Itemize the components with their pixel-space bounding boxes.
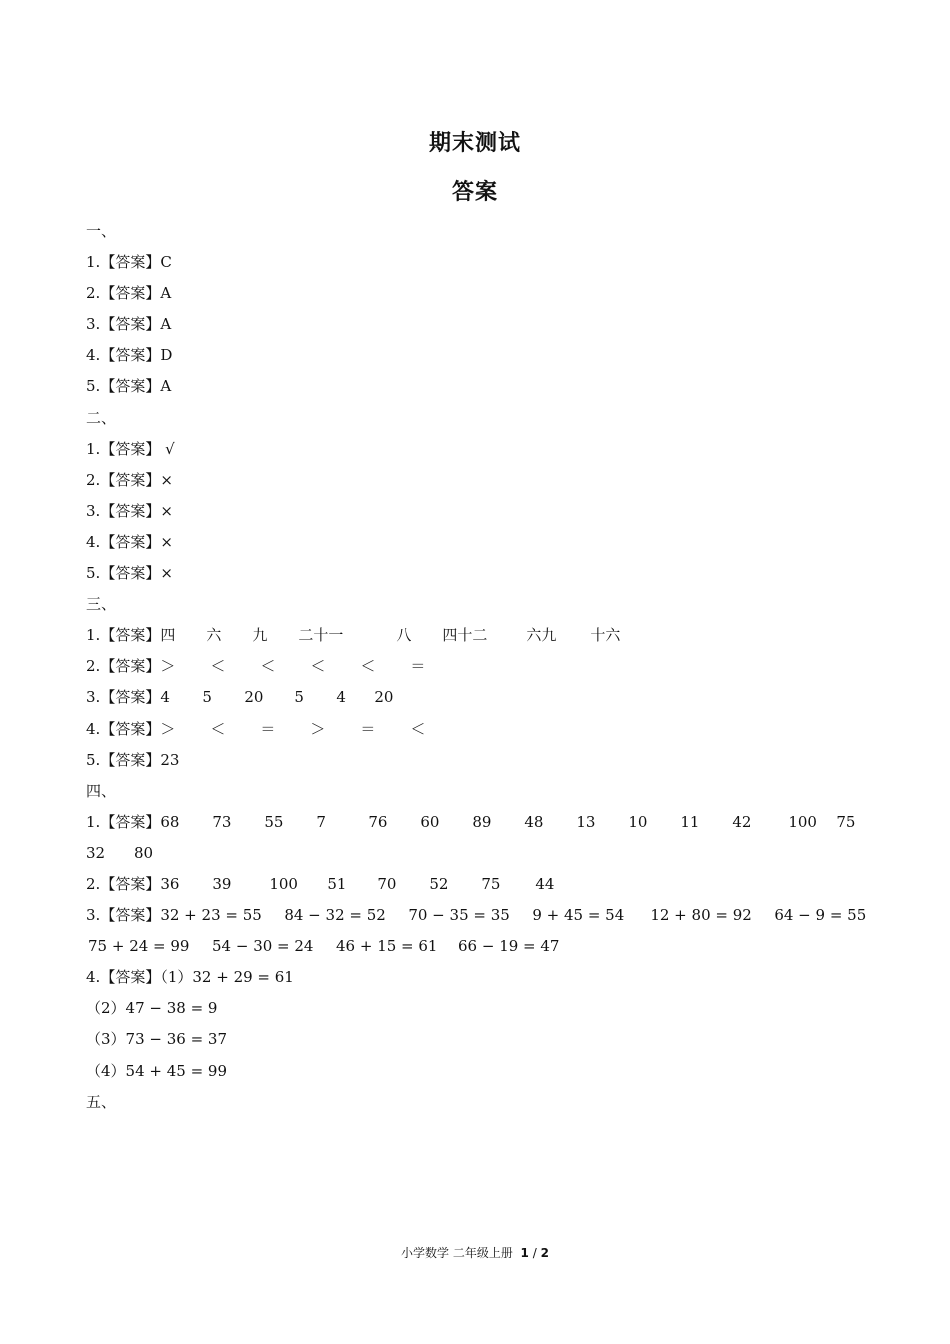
answer-cell: 5 <box>202 688 212 707</box>
answer-label: 【答案】 <box>100 688 161 707</box>
answer-equation: 32 + 29 = 61 <box>192 968 294 987</box>
answer-value: × <box>160 501 173 520</box>
answer-cell: 73 <box>212 812 232 831</box>
answer-cell: ＜ <box>410 719 426 738</box>
answer-cell: 7 <box>316 812 326 831</box>
answer-value: × <box>160 532 173 551</box>
page-subtitle: 答案 <box>451 180 498 205</box>
answer-value: 23 <box>160 750 180 769</box>
answer-line-sub <box>86 1024 886 1055</box>
answer-cell: 100 <box>788 812 817 831</box>
answer-value: A <box>160 284 172 303</box>
answer-cell: 75 <box>481 874 501 893</box>
answer-cell: 75 <box>836 812 856 831</box>
answer-line <box>86 682 886 713</box>
answer-line <box>86 620 886 651</box>
answer-cell: 20 <box>374 688 394 707</box>
answer-line <box>86 309 886 340</box>
answer-cell: 4 <box>336 688 346 707</box>
answer-label: 【答案】 <box>100 657 161 676</box>
answer-label: 【答案】 <box>100 750 161 769</box>
answer-label: 【答案】 <box>100 377 161 396</box>
answer-cell: 十六 <box>590 626 621 645</box>
answer-equation: 75 + 24 = 99 <box>88 937 190 956</box>
section-heading-3: 三、 <box>86 595 117 614</box>
answer-cell: ＜ <box>210 657 226 676</box>
answer-line <box>86 247 886 278</box>
question-number: 1. <box>86 812 101 831</box>
answer-cell: ＝ <box>410 657 426 676</box>
question-number: 4. <box>86 719 101 738</box>
answer-value: × <box>160 470 173 489</box>
answer-cell: 51 <box>327 874 347 893</box>
answer-cell: 13 <box>576 812 596 831</box>
question-number: 5. <box>86 564 101 583</box>
answer-cell: 二十一 <box>298 626 344 645</box>
answer-line <box>86 340 886 371</box>
answer-equation: 64 − 9 = 55 <box>774 906 867 925</box>
answer-label: 【答案】 <box>100 719 161 738</box>
answer-label: 【答案】 <box>100 564 161 583</box>
question-number: 3. <box>86 906 101 925</box>
answer-cell: 44 <box>535 874 555 893</box>
sub-question-tag: （3） <box>86 1030 126 1049</box>
answer-label: 【答案】 <box>100 284 161 303</box>
answer-value: D <box>160 346 173 365</box>
answer-cell: 四 <box>160 626 176 645</box>
section-heading-1: 一、 <box>86 222 117 240</box>
question-number: 4. <box>86 346 101 365</box>
answer-label: 【答案】 <box>100 501 161 520</box>
answer-line <box>86 527 886 558</box>
answer-equation: 9 + 45 = 54 <box>532 906 625 925</box>
answer-content <box>86 216 886 1118</box>
answer-label: 【答案】 <box>100 315 161 334</box>
answer-cell: 36 <box>160 874 180 893</box>
answer-equation: 32 + 23 = 55 <box>160 906 262 925</box>
answer-cell: 六 <box>206 626 222 645</box>
answer-equation: 47 − 38 = 9 <box>125 999 218 1018</box>
answer-value: √ <box>160 439 175 458</box>
section-heading-4: 四、 <box>86 781 117 800</box>
answer-value: A <box>160 377 172 396</box>
answer-cell: 4 <box>160 688 170 707</box>
answer-line <box>86 434 886 465</box>
answer-equation: 12 + 80 = 92 <box>650 906 752 925</box>
question-number: 1. <box>86 253 101 272</box>
question-number: 2. <box>86 470 101 489</box>
sub-question-tag: （2） <box>86 999 126 1018</box>
answer-line <box>86 278 886 309</box>
answer-cell: ＞ <box>160 657 176 676</box>
answer-value: A <box>160 315 172 334</box>
answer-cell: 70 <box>377 874 397 893</box>
answer-equation: 84 − 32 = 52 <box>284 906 386 925</box>
question-number: 3. <box>86 315 101 334</box>
answer-cell: 10 <box>628 812 648 831</box>
answer-cell: ＜ <box>310 657 326 676</box>
question-number: 2. <box>86 284 101 303</box>
answer-equation: 54 − 30 = 24 <box>212 937 314 956</box>
answer-label: 【答案】 <box>100 346 161 365</box>
page-footer <box>0 1244 950 1261</box>
question-number: 1. <box>86 626 101 645</box>
answer-cell: 32 <box>86 843 106 862</box>
answer-line <box>86 651 886 682</box>
answer-label: 【答案】 <box>100 470 161 489</box>
answer-cell: 四十二 <box>442 626 488 645</box>
question-number: 1. <box>86 439 101 458</box>
footer-page-total: 2 <box>540 1246 549 1260</box>
answer-cell: ＞ <box>310 719 326 738</box>
answer-cell: ＜ <box>210 719 226 738</box>
answer-label: 【答案】 <box>100 626 161 645</box>
answer-cell: 11 <box>680 812 700 831</box>
answer-cell: 六九 <box>526 626 557 645</box>
answer-cell: 5 <box>294 688 304 707</box>
answer-cell: ＜ <box>360 657 376 676</box>
answer-label: 【答案】 <box>100 874 161 893</box>
answer-cell: ＜ <box>260 657 276 676</box>
answer-value: C <box>160 253 172 272</box>
question-number: 5. <box>86 750 101 769</box>
answer-line <box>86 496 886 527</box>
answer-line <box>86 714 886 745</box>
answer-cell: 八 <box>396 626 412 645</box>
answer-cell: 55 <box>264 812 284 831</box>
answer-cell: 80 <box>134 843 154 862</box>
answer-line <box>86 900 886 931</box>
answer-equation: 73 − 36 = 37 <box>125 1030 228 1049</box>
question-number: 2. <box>86 874 101 893</box>
section-heading-2: 二、 <box>86 408 117 427</box>
answer-line <box>86 962 886 993</box>
answer-line-sub <box>86 993 886 1024</box>
question-number: 4. <box>86 532 101 551</box>
answer-cell: 100 <box>269 874 298 893</box>
answer-label: 【答案】 <box>100 812 161 831</box>
answer-cell: 68 <box>160 812 180 831</box>
answer-line <box>86 745 886 776</box>
answer-cell: 九 <box>252 626 268 645</box>
answer-cell: 48 <box>524 812 544 831</box>
footer-subject: 小学数学 二年级上册 <box>401 1246 513 1260</box>
answer-label: 【答案】 <box>100 968 161 987</box>
answer-cell: 20 <box>244 688 264 707</box>
answer-equation: 46 + 15 = 61 <box>336 937 438 956</box>
answer-cell: ＝ <box>360 719 376 738</box>
answer-cell: 89 <box>472 812 492 831</box>
answer-cell: ＝ <box>260 719 276 738</box>
answer-equation: 66 − 19 = 47 <box>458 937 560 956</box>
footer-separator: / <box>532 1246 537 1260</box>
answer-cell: 39 <box>212 874 232 893</box>
answer-line <box>86 869 886 900</box>
question-number: 4. <box>86 968 101 987</box>
page-title: 期末测试 <box>428 131 521 156</box>
section-heading-5: 五、 <box>86 1092 117 1111</box>
answer-equation: 70 − 35 = 35 <box>408 906 510 925</box>
answer-line-continued <box>86 931 886 962</box>
answer-line-continued <box>86 838 886 869</box>
sub-question-tag: （1） <box>160 968 193 987</box>
answer-line-sub <box>86 1056 886 1087</box>
answer-label: 【答案】 <box>100 906 161 925</box>
answer-cell: ＞ <box>160 719 176 738</box>
question-number: 3. <box>86 688 101 707</box>
answer-line <box>86 558 886 589</box>
answer-label: 【答案】 <box>100 532 161 551</box>
answer-value: × <box>160 564 173 583</box>
question-number: 5. <box>86 377 101 396</box>
question-number: 3. <box>86 501 101 520</box>
question-number: 2. <box>86 657 101 676</box>
answer-equation: 54 + 45 = 99 <box>125 1061 228 1080</box>
answer-cell: 52 <box>429 874 449 893</box>
answer-line <box>86 371 886 402</box>
answer-label: 【答案】 <box>100 439 161 458</box>
answer-line <box>86 807 886 838</box>
answer-cell: 60 <box>420 812 440 831</box>
answer-line <box>86 465 886 496</box>
footer-page-number: 1 <box>520 1246 529 1260</box>
answer-cell: 76 <box>368 812 388 831</box>
answer-label: 【答案】 <box>100 253 161 272</box>
answer-cell: 42 <box>732 812 752 831</box>
sub-question-tag: （4） <box>86 1061 126 1080</box>
